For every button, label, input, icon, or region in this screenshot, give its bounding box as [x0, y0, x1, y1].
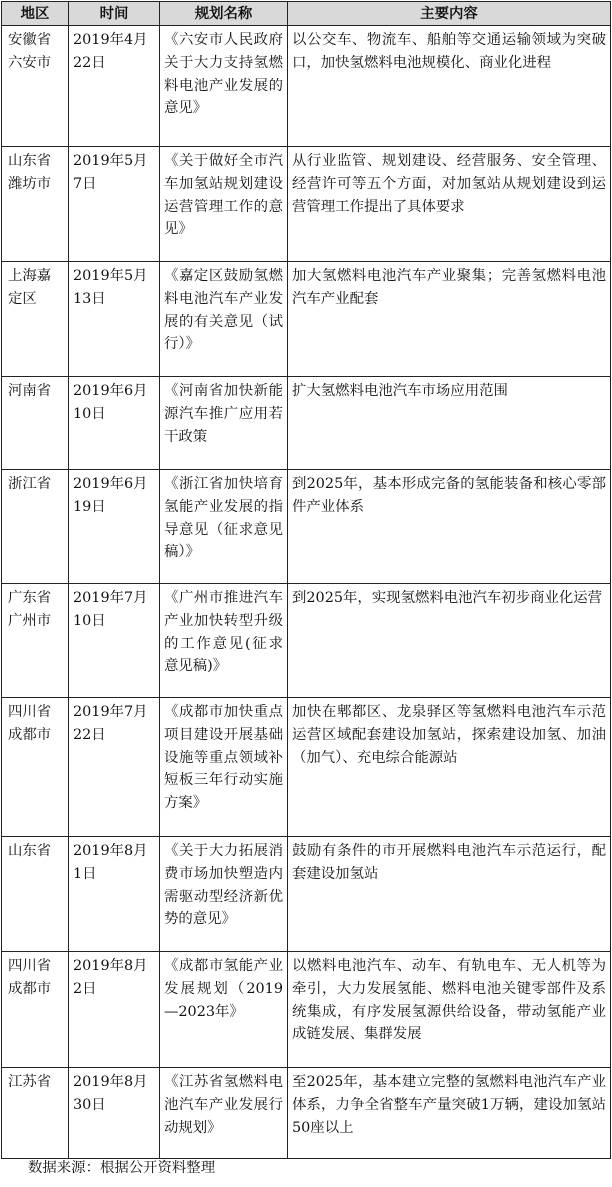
cell-plan-name: 《广州市推进汽车产业加快转型升级的工作意见(征求意见稿)》 [160, 584, 288, 698]
cell-date: 2019年8月1日 [69, 837, 160, 952]
cell-region: 山东省 [2, 837, 69, 952]
table-row [2, 262, 611, 377]
cell-region: 江苏省 [2, 1068, 69, 1159]
table-row [2, 26, 611, 147]
cell-main-content: 从行业监管、规划建设、经营服务、安全管理、经营许可等五个方面，对加氢站从规划建设到运营管理工作提出了具体要求 [288, 147, 611, 262]
cell-main-content: 至2025年，基本建立完整的氢燃料电池汽车产业体系，力争全省整车产量突破1万辆，建设加氢站50座以上 [288, 1068, 611, 1159]
table-row [2, 698, 611, 837]
cell-region: 四川省成都市 [2, 698, 69, 837]
table-row [2, 1068, 611, 1159]
table-row [2, 837, 611, 952]
cell-date: 2019年8月30日 [69, 1068, 160, 1159]
cell-main-content: 以公交车、物流车、船舶等交通运输领域为突破口，加快氢燃料电池规模化、商业化进程 [288, 26, 611, 147]
cell-main-content: 到2025年，基本形成完备的氢能装备和核心零部件产业体系 [288, 470, 611, 584]
cell-region: 河南省 [2, 377, 69, 470]
cell-plan-name: 《江苏省氢燃料电池汽车产业发展行动规划》 [160, 1068, 288, 1159]
table-row [2, 584, 611, 698]
cell-main-content: 以燃料电池汽车、动车、有轨电车、无人机等为牵引，大力发展氢能、燃料电池关键零部件及系统集成，有序发展氢源供给设备，带动氢能产业成链发展、集群发展 [288, 952, 611, 1068]
table-header-row [2, 2, 611, 26]
header-main-content: 主要内容 [288, 2, 611, 26]
cell-date: 2019年6月19日 [69, 470, 160, 584]
cell-region: 四川省成都市 [2, 952, 69, 1068]
cell-main-content: 到2025年，实现氢燃料电池汽车初步商业化运营 [288, 584, 611, 698]
cell-plan-name: 《嘉定区鼓励氢燃料电池汽车产业发展的有关意见（试行）》 [160, 262, 288, 377]
cell-main-content: 加快在郫都区、龙泉驿区等氢燃料电池汽车示范运营区域配套建设加氢站，探索建设加氢、加油（加气）、充电综合能源站 [288, 698, 611, 837]
cell-date: 2019年7月10日 [69, 584, 160, 698]
cell-main-content: 鼓励有条件的市开展燃料电池汽车示范运行，配套建设加氢站 [288, 837, 611, 952]
cell-plan-name: 《成都市氢能产业发展规划（2019—2023年》 [160, 952, 288, 1068]
header-date: 时间 [69, 2, 160, 26]
cell-main-content: 扩大氢燃料电池汽车市场应用范围 [288, 377, 611, 470]
data-source-note: 数据来源：根据公开资料整理 [28, 1160, 216, 1176]
cell-date: 2019年4月22日 [69, 26, 160, 147]
cell-region: 广东省广州市 [2, 584, 69, 698]
policy-table [1, 1, 611, 1159]
cell-plan-name: 《浙江省加快培育氢能产业发展的指导意见（征求意见稿）》 [160, 470, 288, 584]
cell-main-content: 加大氢燃料电池汽车产业聚集；完善氢燃料电池汽车产业配套 [288, 262, 611, 377]
cell-region: 安徽省六安市 [2, 26, 69, 147]
cell-plan-name: 《关于大力拓展消费市场加快塑造内需驱动型经济新优势的意见》 [160, 837, 288, 952]
cell-plan-name: 《六安市人民政府关于大力支持氢燃料电池产业发展的意见》 [160, 26, 288, 147]
cell-plan-name: 《关于做好全市汽车加氢站规划建设运营管理工作的意见》 [160, 147, 288, 262]
table-row [2, 147, 611, 262]
table-row [2, 377, 611, 470]
cell-date: 2019年7月22日 [69, 698, 160, 837]
cell-region: 浙江省 [2, 470, 69, 584]
cell-date: 2019年6月10日 [69, 377, 160, 470]
cell-date: 2019年5月7日 [69, 147, 160, 262]
cell-region: 上海嘉定区 [2, 262, 69, 377]
header-region: 地区 [2, 2, 69, 26]
cell-date: 2019年8月2日 [69, 952, 160, 1068]
cell-plan-name: 《河南省加快新能源汽车推广应用若干政策 [160, 377, 288, 470]
header-plan-name: 规划名称 [160, 2, 288, 26]
cell-plan-name: 《成都市加快重点项目建设开展基础设施等重点领域补短板三年行动实施方案》 [160, 698, 288, 837]
table-row [2, 470, 611, 584]
cell-region: 山东省潍坊市 [2, 147, 69, 262]
table-row [2, 952, 611, 1068]
cell-date: 2019年5月13日 [69, 262, 160, 377]
